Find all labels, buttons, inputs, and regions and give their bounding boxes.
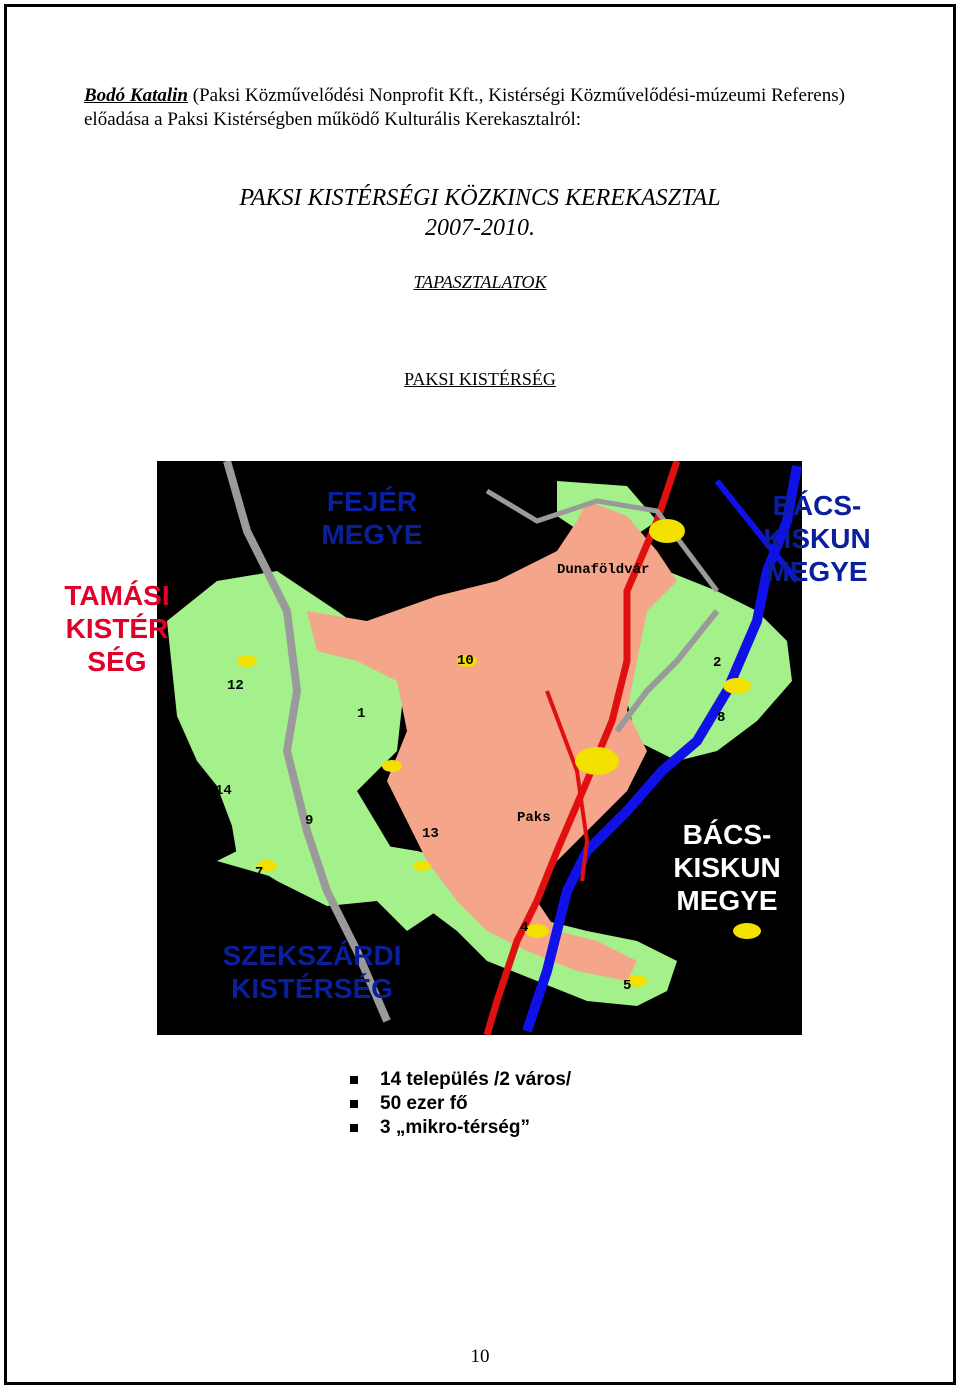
label-szekszardi-line1: SZEKSZÁRDI (222, 940, 402, 971)
number-9: 9 (305, 813, 314, 829)
label-bacs-top-line1: BÁCS- (772, 490, 862, 521)
label-bacs-kiskun-top (747, 489, 887, 588)
label-fejer-megye (297, 485, 447, 551)
label-tamasi-line1: TAMÁSI (64, 580, 170, 611)
label-bacs-top-line2: KISKUN (763, 523, 871, 554)
label-tamasi-kisterseg (47, 579, 187, 678)
settlement-paks (575, 747, 619, 775)
square-bullet-icon (350, 1124, 358, 1132)
map-title: PAKSI KISTÉRSÉG (404, 369, 556, 389)
fact-text: 3 „mikro-térség” (380, 1117, 530, 1138)
number-8: 8 (717, 710, 726, 726)
label-bacs-bottom-line1: BÁCS- (682, 819, 772, 850)
facts-list (348, 1068, 571, 1140)
label-tamasi-line2: KISTÉR (65, 613, 169, 644)
label-szekszardi-line2: KISTÉRSÉG (231, 973, 393, 1004)
settlement-d (382, 760, 402, 772)
number-2: 2 (713, 655, 722, 671)
number-1: 1 (357, 706, 366, 722)
heading-line2: 2007-2010. (425, 215, 535, 241)
number-12: 12 (227, 678, 244, 694)
number-6: 6 (379, 773, 388, 789)
settlement-f (525, 924, 549, 938)
label-bacs-bottom-line2: KISKUN (673, 852, 781, 883)
town-paks: Paks (517, 810, 551, 826)
settlement-dunafoldvar (649, 519, 685, 543)
settlement-c (723, 678, 751, 694)
label-fejer-line2: MEGYE (321, 519, 423, 550)
number-13: 13 (422, 826, 439, 842)
heading-line1: PAKSI KISTÉRSÉGI KÖZKINCS KEREKASZTAL (239, 185, 721, 211)
square-bullet-icon (350, 1100, 358, 1108)
fact-text: 50 ezer fő (380, 1093, 468, 1114)
fact-item (348, 1068, 571, 1092)
number-5: 5 (623, 978, 632, 994)
number-10: 10 (457, 653, 474, 669)
town-dunafoldvar: Dunaföldvár (557, 562, 650, 578)
label-fejer-line1: FEJÉR (326, 486, 418, 517)
heading-subtitle: TAPASZTALATOK (413, 272, 547, 292)
page-number: 10 (470, 1346, 490, 1367)
number-4: 4 (520, 920, 529, 936)
settlement-g (733, 923, 761, 939)
settlement-a (237, 655, 257, 667)
label-bacs-top-line3: MEGYE (766, 556, 868, 587)
settlement-i (413, 861, 431, 871)
paks-region-map (64, 461, 871, 1035)
square-bullet-icon (350, 1076, 358, 1084)
number-7: 7 (255, 865, 264, 881)
label-bacs-kiskun-bottom (652, 818, 802, 917)
number-14: 14 (215, 783, 232, 799)
fact-item (348, 1116, 571, 1140)
author-name: Bodó Katalin (84, 85, 188, 106)
intro-paragraph (84, 84, 884, 132)
intro-text: (Paksi Közművelődési Nonprofit Kft., Kistérségi Közművelődési-múzeumi Referens) előadása a Paksi Kistérségben működő Kulturális Kerekasztalról: (84, 85, 845, 130)
label-tamasi-line3: SÉG (87, 646, 147, 677)
fact-item (348, 1092, 571, 1116)
fact-text: 14 település /2 város/ (380, 1069, 572, 1090)
label-bacs-bottom-line3: MEGYE (676, 885, 778, 916)
label-szekszardi-kisterseg (207, 939, 417, 1005)
